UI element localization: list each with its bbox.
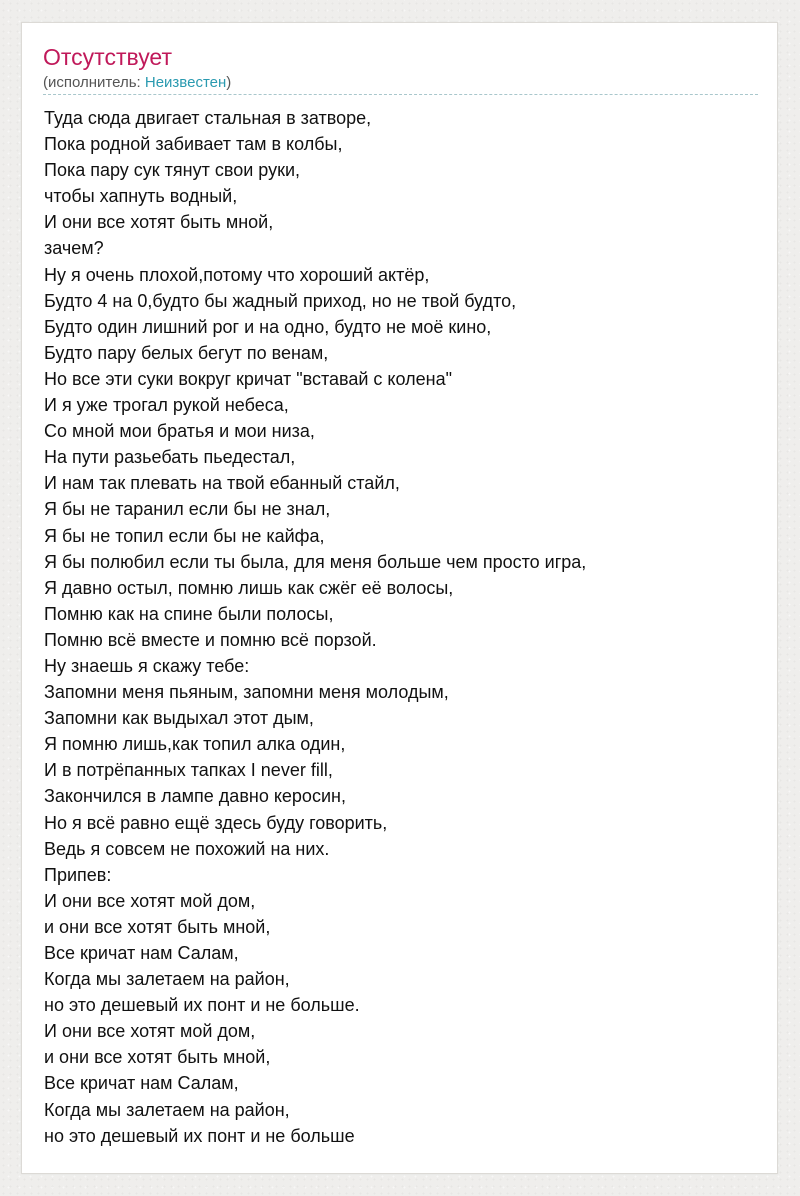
lyric-line: И они все хотят мой дом, [44,1021,256,1042]
lyric-line: И они все хотят мой дом, [44,890,256,911]
lyric-line: и они все хотят быть мной, [44,916,271,937]
lyric-line: Со мной мои братья и мои низа, [44,421,315,442]
lyric-line: Я бы не топил если бы не кайфа, [44,525,325,546]
lyric-line: Помню всё вместе и помню всё порзой. [44,629,377,650]
lyric-line: зачем? [44,238,104,259]
lyric-line: Но все эти суки вокруг кричат "вставай с колена" [44,368,452,389]
lyrics-text [44,105,764,1149]
lyric-line: И я уже трогал рукой небеса, [44,395,289,416]
lyric-line: Когда мы залетаем на район, [44,969,290,990]
lyric-line: Припев: [44,864,112,885]
lyric-line: чтобы хапнуть водный, [44,186,238,207]
lyric-line: Я помню лишь,как топил алка один, [44,734,346,755]
lyric-line: но это дешевый их понт и не больше. [44,995,360,1016]
lyric-line: Будто один лишний рог и на одно, будто не моё кино, [44,316,492,337]
lyric-line: Помню как на спине были полосы, [44,603,334,624]
lyric-line: Запомни как выдыхал этот дым, [44,708,314,729]
lyric-line: Я давно остыл, помню лишь как сжёг её волосы, [44,577,454,598]
lyric-line: И они все хотят быть мной, [44,212,274,233]
lyric-line: Когда мы залетаем на район, [44,1099,290,1120]
divider [43,94,758,95]
lyric-line: и они все хотят быть мной, [44,1047,271,1068]
lyrics-card [21,22,778,1174]
artist-suffix: ) [226,74,232,91]
artist-prefix: (исполнитель: [43,74,145,91]
lyric-line: На пути разьебать пьедестал, [44,447,296,468]
song-title: Отсутствует [43,44,172,70]
lyric-line: Но я всё равно ещё здесь буду говорить, [44,812,388,833]
lyric-line: Я бы полюбил если ты была, для меня больше чем просто игра, [44,551,587,572]
lyric-line: Будто 4 на 0,будто бы жадный приход, но не твой будто, [44,290,517,311]
lyric-line: Туда сюда двигает стальная в затворе, [44,108,372,128]
lyric-line: но это дешевый их понт и не больше [44,1125,355,1146]
lyric-line: Все кричат нам Салам, [44,1073,239,1094]
artist-link[interactable]: Неизвестен [144,74,227,91]
lyric-line: Все кричат нам Салам, [44,943,239,963]
lyric-line: Я бы не таранил если бы не знал, [44,499,331,520]
artist-line [43,73,231,93]
lyric-line: Будто пару белых бегут по венам, [44,342,329,363]
lyric-line: Пока пару сук тянут свои руки, [44,160,301,181]
lyric-line: И в потрёпанных тапках I never fill, [44,760,333,781]
lyric-line: И нам так плевать на твой ебанный стайл, [44,473,400,494]
lyric-line: Ну знаешь я скажу тебе: [44,655,250,676]
lyric-line: Ну я очень плохой,потому что хороший актёр, [44,264,430,285]
lyric-line: Пока родной забивает там в колбы, [44,134,343,155]
lyric-line: Запомни меня пьяным, запомни меня молодым, [44,682,449,703]
lyric-line: Ведь я совсем не похожий на них. [44,838,330,859]
lyric-line: Закончился в лампе давно керосин, [44,786,346,807]
